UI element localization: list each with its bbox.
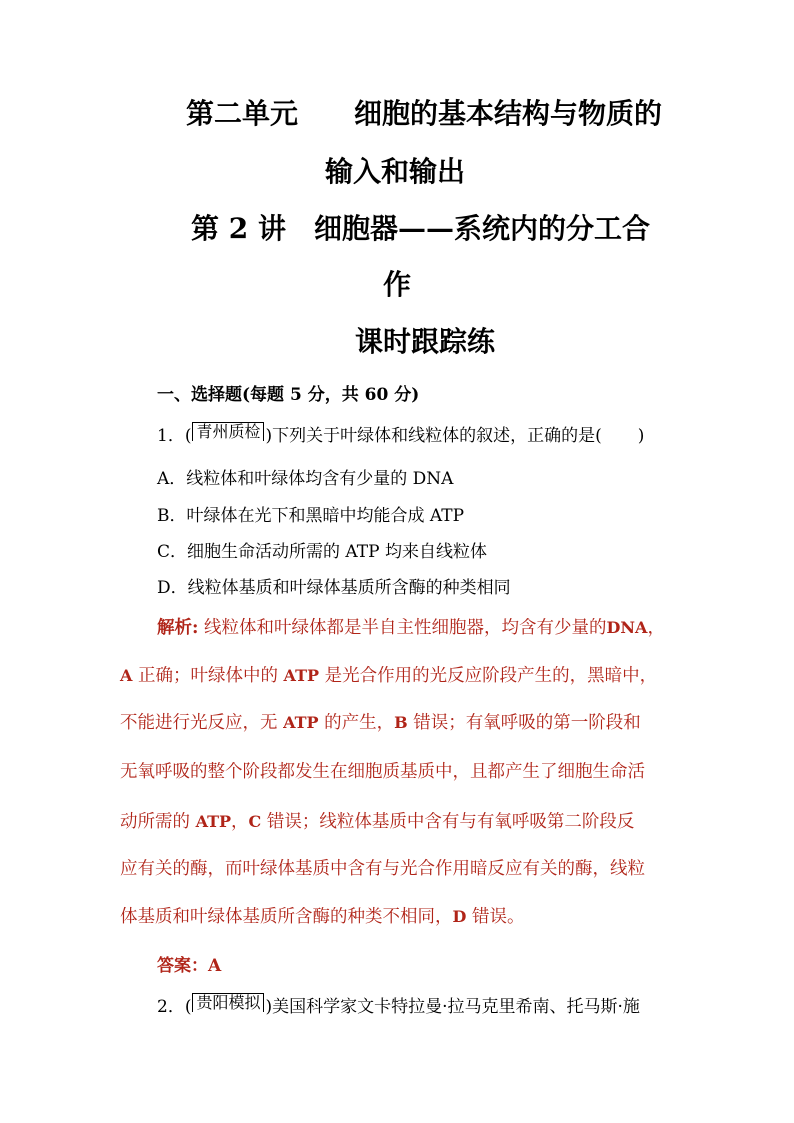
option-b: B．叶绿体在光下和黑暗中均能合成 ATP [157, 506, 465, 526]
question-1-stem: 1．( 青州质检 )下列关于叶绿体和线粒体的叙述，正确的是( ) [157, 422, 645, 446]
unit-title-continued: 输入和输出 [325, 155, 466, 188]
lecture-title-continued: 作 [383, 268, 412, 301]
answer-line [157, 955, 221, 977]
unit-title: 第二单元 细胞的基本结构与物质的 [186, 97, 663, 130]
analysis-label: 解析: [157, 618, 199, 638]
question-2-stem [157, 993, 640, 1018]
question-text: )美国科学家文卡特拉曼·拉马克里希南、托马斯·施 [265, 997, 640, 1017]
analysis-line-2: A 正确；叶绿体中的 ATP 是光合作用的光反应阶段产生的，黑暗中， [120, 666, 658, 686]
answer-value: A [208, 956, 222, 976]
option-c: C．细胞生命活动所需的 ATP 均来自线粒体 [157, 542, 487, 562]
option-d: D．线粒体基质和叶绿体基质所含酶的种类相同 [157, 578, 511, 598]
lecture-title: 第 2 讲 细胞器——系统内的分工合 [191, 212, 650, 245]
analysis-line-7: 体基质和叶绿体基质所含酶的种类不相同，D 错误。 [120, 907, 525, 927]
analysis-line-3: 不能进行光反应，无 ATP 的产生，B 错误；有氧呼吸的第一阶段和 [120, 713, 641, 733]
answer-label: 答案： [157, 956, 208, 976]
analysis-line-4: 无氧呼吸的整个阶段都发生在细胞质基质中，且都产生了细胞生命活 [120, 762, 645, 782]
analysis-line-6: 应有关的酶，而叶绿体基质中含有与光合作用暗反应有关的酶，线粒 [120, 859, 645, 879]
section-heading: 一、选择题(每题 5 分，共 60 分) [157, 385, 420, 405]
practice-title: 课时跟踪练 [355, 325, 496, 358]
question-number: 2．( [157, 997, 192, 1017]
source-tag: 贵阳模拟 [192, 993, 264, 1012]
analysis-line-5: 动所需的 ATP，C 错误；线粒体基质中含有与有氧呼吸第二阶段反 [120, 812, 635, 832]
analysis-line-1: 解析: 线粒体和叶绿体都是半自主性细胞器，均含有少量的DNA， [157, 618, 665, 638]
source-tag: 青州质检 [192, 422, 264, 441]
question-text: )下列关于叶绿体和线粒体的叙述，正确的是( [265, 426, 602, 446]
question-number: 1．( [157, 426, 192, 446]
option-a: A．线粒体和叶绿体均含有少量的 DNA [157, 469, 454, 489]
